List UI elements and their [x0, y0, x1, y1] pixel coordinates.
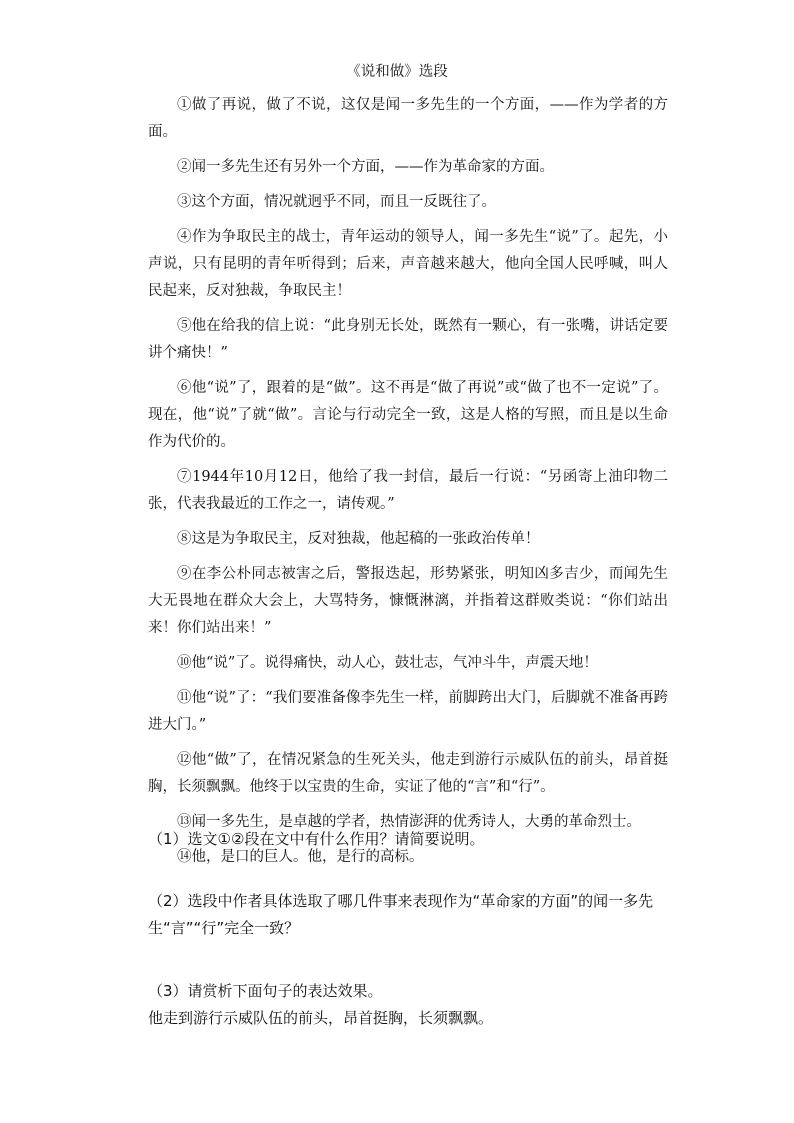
- paragraph-12: ⑫他“做”了，在情况紧急的生死关头，他走到游行示威队伍的前头，昂首挺胸，长须飘飘。他终于以宝贵的生命，实证了他的“言”和“行”。: [148, 752, 668, 795]
- paragraph-6: ⑥他“说”了，跟着的是“做”。这不再是“做了再说”或“做了也不一定说”了。现在，他“说”了就“做”。言论与行动完全一致，这是人格的写照，而且是以生命作为代价的。: [148, 380, 668, 450]
- question-1: （1）选文①②段在文中有什么作用？请简要说明。: [148, 830, 485, 848]
- paragraph-9: ⑨在李公朴同志被害之后，警报迭起，形势紧张，明知凶多吉少，而闻先生大无畏地在群众大会上，大骂特务，慷慨淋漓，并指着这群败类说：“你们站出来！你们站出来！”: [148, 566, 668, 636]
- paragraph-14: ⑭他，是口的巨人。他，是行的高标。: [177, 849, 424, 865]
- paragraph-8: ⑧这是为争取民主，反对独裁，他起稿的一张政治传单！: [177, 531, 540, 547]
- paragraph-7: ⑦1944年10月12日，他给了我一封信，最后一行说：“另函寄上油印物二张，代表我最近的工作之一，请传观。”: [148, 469, 668, 512]
- paragraph-2: ②闻一多先生还有另外一个方面，——作为革命家的方面。: [177, 159, 554, 175]
- question-3: （3）请赏析下面句子的表达效果。: [148, 982, 383, 1000]
- paragraph-5: ⑤他在给我的信上说：“此身别无长处，既然有一颗心，有一张嘴，讲话定要讲个痛快！”: [148, 318, 668, 361]
- question-3-sentence: 他走到游行示威队伍的前头，昂首挺胸，长须飘飘。: [148, 1009, 494, 1027]
- passage: [148, 92, 668, 879]
- paragraph-3: ③这个方面，情况就迥乎不同，而且一反既往了。: [177, 194, 496, 210]
- paragraph-4: ④作为争取民主的战士，青年运动的领导人，闻一多先生“说”了。起先，小声说，只有昆明的青年听得到；后来，声音越来越大，他向全国人民呼喊，叫人民起来，反对独裁，争取民主！: [148, 229, 668, 299]
- paragraph-13: ⑬闻一多先生，是卓越的学者，热情澎湃的优秀诗人，大勇的革命烈士。: [177, 814, 641, 830]
- question-2: （2）选段中作者具体选取了哪几件事来表现作为“革命家的方面”的闻一多先生“言”“行”完全一致？: [148, 892, 654, 937]
- document-title: 《说和做》选段: [346, 64, 448, 80]
- paragraph-10: ⑩他“说”了。说得痛快，动人心，鼓壮志，气冲斗牛，声震天地！: [177, 655, 598, 671]
- paragraph-1: ①做了再说，做了不说，这仅是闻一多先生的一个方面，——作为学者的方面。: [148, 97, 668, 140]
- paragraph-11: ⑪他“说”了：“我们要准备像李先生一样，前脚跨出大门，后脚就不准备再跨进大门。”: [148, 690, 668, 733]
- question-section: [148, 826, 668, 1032]
